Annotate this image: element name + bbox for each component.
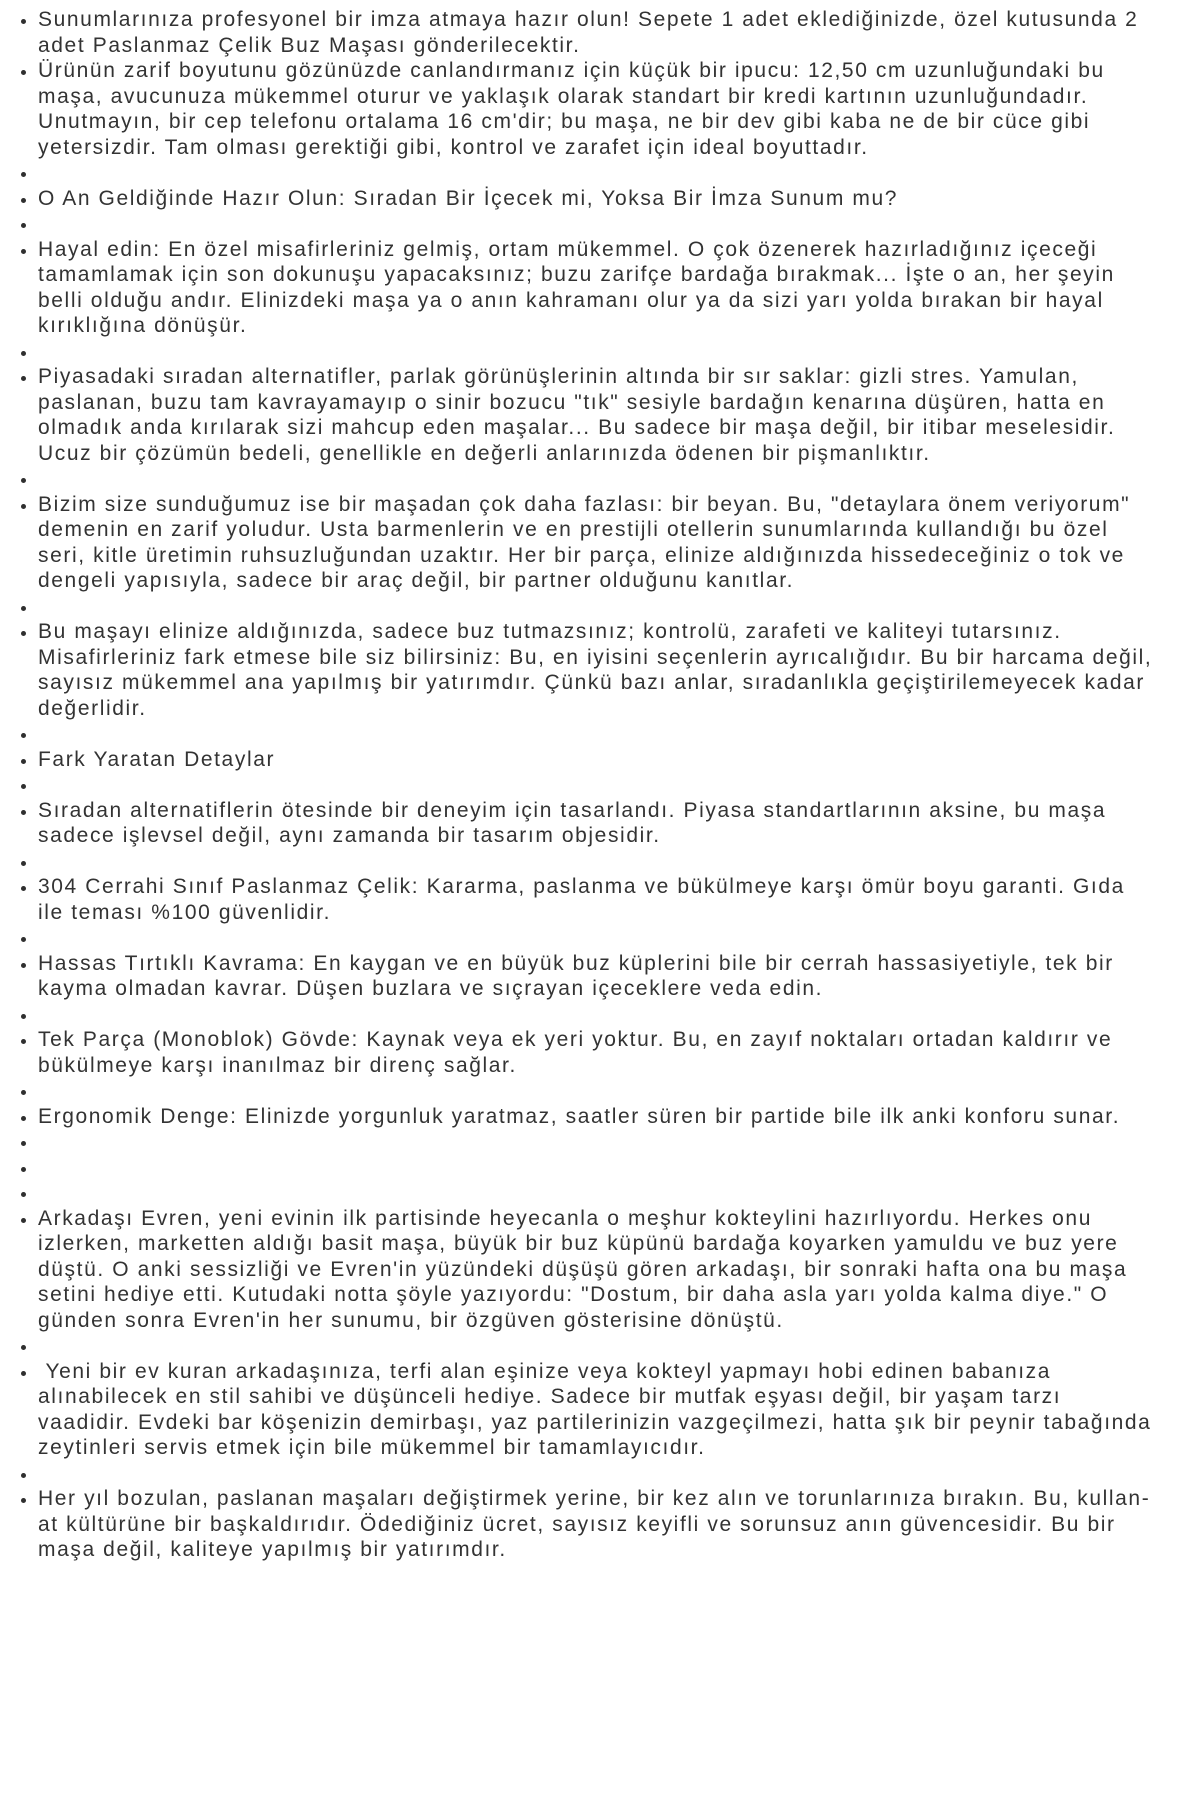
list-item-text: O An Geldiğinde Hazır Olun: Sıradan Bir İçecek mi, Yoksa Bir İmza Sunum mu? <box>38 186 899 210</box>
list-item <box>38 466 1156 492</box>
list-item <box>38 339 1156 365</box>
list-item <box>38 1155 1156 1181</box>
list-item <box>38 1333 1156 1359</box>
list-item-text: Fark Yaratan Detaylar <box>38 747 276 771</box>
list-item-text: Arkadaşı Evren, yeni evinin ilk partisinde heyecanla o meşhur kokteylini hazırlıyordu. Herkes onu izlerken, marketten aldığı basit maşa, büyük bir buz küpünü bardağa koyarken yamuldu ve buz yere düştü. O anki sessizliği ve Evren'in yüzündeki düşüşü gören arkadaşı, bir sonraki hafta ona bu maşa setini hediye etti. Kutudaki notta şöyle yazıyordu: "Dostum, bir daha asla yarı yolda kalma diye." O günden sonra Evren'in her sunumu, bir özgüven gösterisine dönüştü. <box>38 1206 1135 1332</box>
list-item <box>38 1180 1156 1206</box>
list-item <box>38 186 1156 212</box>
list-item-text: Sunumlarınıza profesyonel bir imza atmaya hazır olun! Sepete 1 adet eklediğinizde, özel kutusunda 2 adet Paslanmaz Çelik Buz Maşası gönderilecektir. <box>38 8 1146 57</box>
list-item <box>38 211 1156 237</box>
list-item <box>38 874 1156 925</box>
list-item <box>38 492 1156 594</box>
list-item-text: Bu maşayı elinize aldığınızda, sadece buz tutmazsınız; kontrolü, zarafeti ve kaliteyi tutarsınız. Misafirleriniz fark etmese bile siz bilirsiniz: Bu, en iyisini seçenlerin ayrıcalığıdır. Bu bir harcama değil, sayısız mükemmel ana yapılmış bir yatırımdır. Çünkü bazı anlar, sıradanlıkla geçiştirilemeyecek kadar değerlidir. <box>38 620 1160 720</box>
list-item-text: Tek Parça (Monoblok) Gövde: Kaynak veya ek yeri yoktur. Bu, en zayıf noktaları ortadan kaldırır ve bükülmeye karşı inanılmaz bir direnç sağlar. <box>38 1028 1120 1077</box>
list-item <box>38 58 1156 160</box>
list-item-text: Hayal edin: En özel misafirleriniz gelmiş, ortam mükemmel. O çok özenerek hazırladığınız içeceği tamamlamak için son dokunuşu yapacaksınız; buzu zarifçe bardağa bırakmak... İşte o an, her şeyin belli olduğu andır. Elinizdeki maşa ya o anın kahramanı olur ya da sizi yarı yolda bırakan bir hayal kırıklığına dönüşür. <box>38 237 1123 337</box>
list-item-text: Yeni bir ev kuran arkadaşınıza, terfi alan eşinize veya kokteyl yapmayı hobi edinen babanıza alınabilecek en stil sahibi ve düşünceli hediye. Sadece bir mutfak eşyası değil, bir yaşam tarzı vaadidir. Evdeki bar köşenizin demirbaşı, yaz partilerinizin vazgeçilmezi, hatta şık bir peynir tabağında zeytinleri servis etmek için bile mükemmel bir tamamlayıcıdır. <box>38 1359 1159 1459</box>
list-item <box>38 925 1156 951</box>
list-item-text: Bizim size sunduğumuz ise bir maşadan çok daha fazlası: bir beyan. Bu, "detaylara önem veriyorum" demenin en zarif yoludur. Usta barmenlerin ve en prestijli otellerin sunumlarında kullandığı bu özel seri, kitle üretimin ruhsuzluğundan uzaktır. Her bir parça, elinize aldığınızda hissedeceğiniz o tok ve dengeli yapısıyla, sadece bir araç değil, bir partner olduğunu kanıtlar. <box>38 492 1138 592</box>
list-item <box>38 1206 1156 1334</box>
list-item-text: Her yıl bozulan, paslanan maşaları değiştirmek yerine, bir kez alın ve torunlarınıza bırakın. Bu, kullan-at kültürüne bir başkaldırıdır. Ödediğiniz ücret, sayısız keyifli ve sorunsuz anın güvencesidir. Bu bir maşa değil, kaliteye yapılmış bir yatırımdır. <box>38 1487 1151 1561</box>
list-item <box>38 1027 1156 1078</box>
list-item <box>38 747 1156 773</box>
list-item <box>38 1104 1156 1130</box>
list-item <box>38 160 1156 186</box>
list-item <box>38 1129 1156 1155</box>
list-item-text: Ürünün zarif boyutunu gözünüzde canlandırmanız için küçük bir ipucu: 12,50 cm uzunluğundaki bu maşa, avucunuza mükemmel oturur ve yaklaşık olarak standart bir kredi kartının uzunluğundadır. Unutmayın, bir cep telefonu ortalama 16 cm'dir; bu maşa, ne bir dev gibi kaba ne de bir cüce gibi yetersizdir. Tam olması gerektiği gibi, kontrol ve zarafet için ideal boyuttadır. <box>38 59 1113 159</box>
list-item <box>38 619 1160 721</box>
list-item <box>38 594 1156 620</box>
list-item-text: Hassas Tırtıklı Kavrama: En kaygan ve en büyük buz küplerini bile bir cerrah hassasiyetiyle, tek bir kayma olmadan kavrar. Düşen buzlara ve sıçrayan içeceklere veda edin. <box>38 951 1122 1000</box>
list-item <box>38 1002 1156 1028</box>
list-item <box>38 951 1156 1002</box>
list-item <box>38 1078 1156 1104</box>
list-item <box>38 1359 1159 1461</box>
list-item-text: 304 Cerrahi Sınıf Paslanmaz Çelik: Kararma, paslanma ve bükülmeye karşı ömür boyu garanti. Gıda ile teması %100 güvenlidir. <box>38 875 1133 924</box>
list-item <box>38 1486 1156 1563</box>
list-item <box>38 721 1156 747</box>
list-item <box>38 7 1156 58</box>
list-item <box>38 364 1156 466</box>
list-item-text: Sıradan alternatiflerin ötesinde bir deneyim için tasarlandı. Piyasa standartlarının aksine, bu maşa sadece işlevsel değil, aynı zamanda bir tasarım objesidir. <box>38 798 1114 847</box>
list-item <box>38 1461 1156 1487</box>
list-item-text: Ergonomik Denge: Elinizde yorgunluk yaratmaz, saatler süren bir partide bile ilk anki konforu sunar. <box>38 1104 1121 1128</box>
list-item <box>38 772 1156 798</box>
list-item-text: Piyasadaki sıradan alternatifler, parlak görünüşlerinin altında bir sır saklar: gizli stres. Yamulan, paslanan, buzu tam kavrayamayıp o sinir bozucu "tık" sesiyle bardağın kenarına düşüren, hatta en olmadık anda kırılarak sizi mahcup eden maşalar... Bu sadece bir maşa değil, bir itibar meselesidir. Ucuz bir çözümün bedeli, genellikle en değerli anlarınızda ödenen bir pişmanlıktır. <box>38 365 1123 465</box>
list-item <box>38 849 1156 875</box>
list-item <box>38 237 1156 339</box>
list-item <box>38 798 1156 849</box>
